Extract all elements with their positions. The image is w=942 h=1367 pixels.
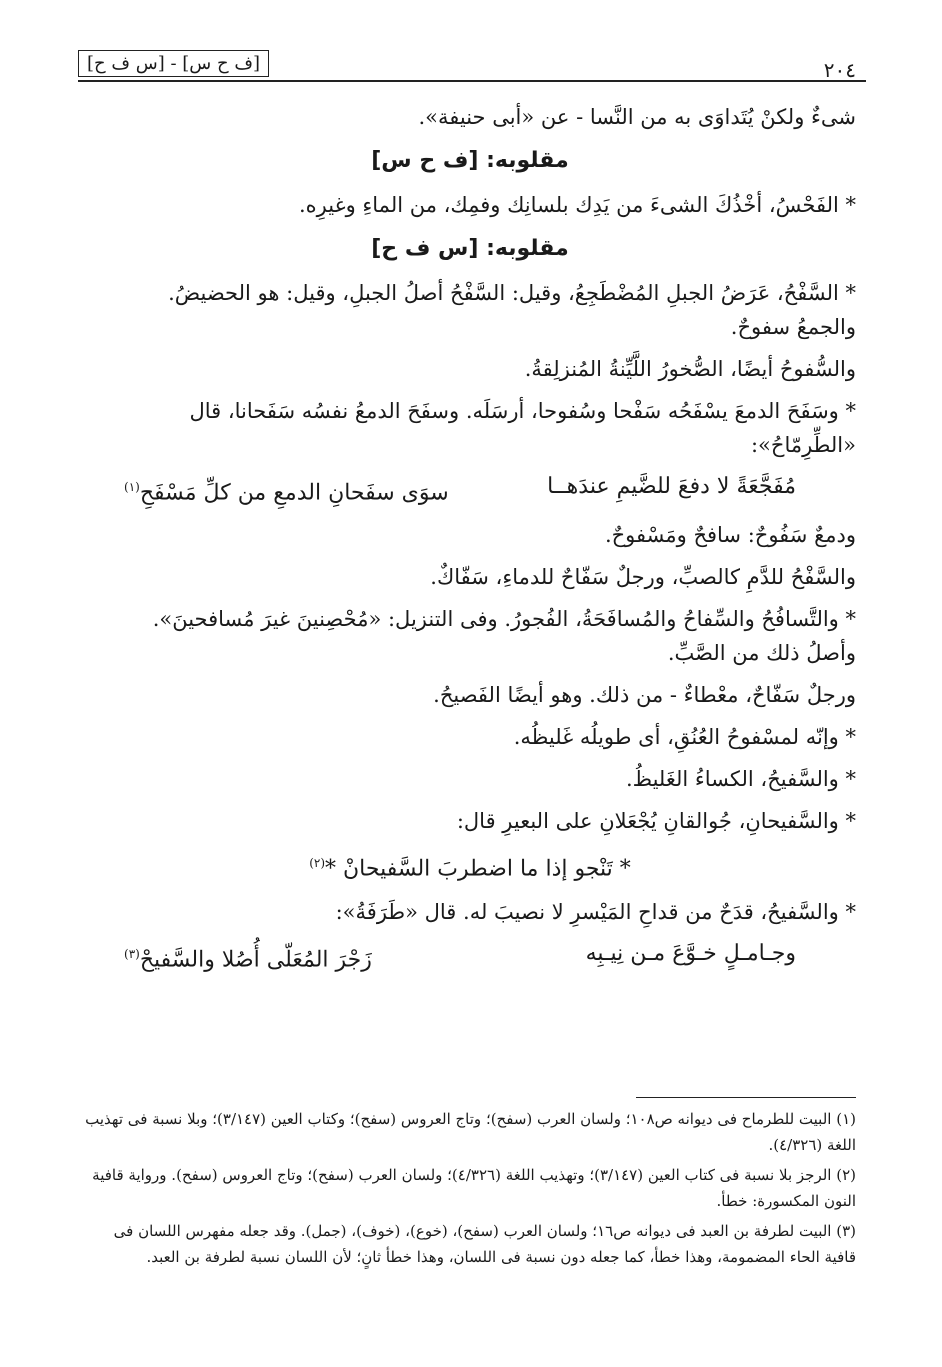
paragraph: * السَّفْحُ، عَرَضُ الجبلِ المُضْطَجِعُ، وقيل: السَّفْحُ أصلُ الجبلِ، وقيل: هو الحضيضُ. xyxy=(168,281,856,305)
paragraph: ودمعٌ سَفُوحٌ: سافحٌ ومَسْفوحٌ. xyxy=(604,523,856,548)
footnote: (١) البيت للطرماح فى ديوانه ص١٠٨؛ ولسان العرب (سفح)؛ وتاج العروس (سفح)؛ وكتاب العين (٣/١٤٧)؛ وبلا نسبة فى تهذيب اللغة (٤/٣٢٦). xyxy=(85,1110,856,1154)
poem-verse xyxy=(124,937,796,977)
footnote-marker: (٢) xyxy=(309,856,326,871)
paragraph: * وإنّه لمسْفوحُ العُنُقِ، أى طويلُه غَليظُه. xyxy=(513,725,856,750)
footnote-marker: (١) xyxy=(124,480,140,494)
paragraph: * وسَفَحَ الدمعَ يسْفَحُه سَفْحا وسُفوحا، أرسَلَه. وسفَحَ الدمعُ نفسُه سَفَحانا، قال xyxy=(189,399,856,423)
running-title: [ف ح س] - [س ف ح] xyxy=(78,50,269,77)
section-heading: مقلوبه: [ف ح س] xyxy=(371,148,569,173)
verse-hemistich: مُفَجَّعَةً لا دفعَ للضَّيمِ عندَهــا xyxy=(547,474,796,499)
page-number: ٢٠٤ xyxy=(823,58,856,82)
verse-hemistich: وجـامـلٍ خـوَّعَ مـن نِيـبِه xyxy=(585,940,796,966)
footnotes xyxy=(78,1106,856,1274)
verse-hemistich: زَجْرَ المُعَلّى أُصُلا والسَّفيحْ$^{(٣)}$ xyxy=(124,946,372,972)
paragraph: ورجلٌ سَفّاحٌ، معْطاءٌ - من ذلك. وهو أيضًا الفَصيحُ. xyxy=(433,683,856,708)
rajaz-verse: * تَنْجو إذا ما اضطربَ السَّفيحانْ *$^{(٢)}$ xyxy=(309,856,631,882)
paragraph: * والسَّفيحانِ، جُوالقانِ يُجْعَلانِ على البعيرِ قال: xyxy=(456,809,856,834)
footnote-marker: (٣) xyxy=(124,946,140,961)
paragraph: شىءٌ ولكنْ يُتَداوَى به من النَّسا - عن «أبى حنيفة». xyxy=(418,105,856,129)
paragraph: * والسَّفيحُ، قدَحٌ من قداحِ المَيْسرِ لا نصيبَ له. قال «طَرَفَةُ»: xyxy=(335,899,856,924)
paragraph: والسُّفوحُ أيضًا، الصُّخورُ اللَّيِّنةُ المُنزلِقةُ. xyxy=(524,357,856,381)
section-heading: مقلوبه: [س ف ح] xyxy=(371,236,569,261)
footnote-divider xyxy=(636,1097,856,1098)
poem-verse xyxy=(124,470,796,510)
page-header xyxy=(78,40,866,82)
verse-hemistich: سوَى سفَحانِ الدمعِ من كلِّ مَسْفَحِ$^{(١)}$ xyxy=(124,480,449,506)
main-text xyxy=(84,100,856,985)
footnote: (٢) الرجز بلا نسبة فى كتاب العين (٣/١٤٧)؛ وتهذيب اللغة (٤/٣٢٦)؛ ولسان العرب (سفح)؛ وتاج العروس (سفح). ورواية قافية النون المكسورة: خطأ. xyxy=(92,1166,856,1210)
paragraph: وأصلُ ذلك من الصَّبِّ. xyxy=(667,641,856,666)
paragraph: * والسَّفيحُ، الكساءُ الغَليظُ. xyxy=(625,767,856,792)
paragraph: * الفَحْسُ، أخْذُكَ الشىءَ من يَدِك بلسانِك وفمِك، من الماءِ وغيرِه. xyxy=(299,193,856,217)
paragraph: «الطِّرِمّاحُ»: xyxy=(750,433,856,457)
paragraph: والسَّفْحُ للدَّمِ كالصبِّ، ورجلٌ سَفّاحٌ للدماءِ، سَفّاكٌ. xyxy=(430,565,856,590)
paragraph: والجمعُ سفوحٌ. xyxy=(730,315,856,339)
footnote: (٣) البيت لطرفة بن العبد فى ديوانه ص١٦؛ ولسان العرب (سفح)، (خوع)، (خوف)، (جمل). وقد جعله مفهرس اللسان فى قافية الحاء المضمومة، وهذا خطأ، كما جعله دون نسبة فى اللسان، وهذا خطأ ثانٍ؛ لأن اللسان نسبة لطرفة بن العبد. xyxy=(113,1222,856,1266)
paragraph: * والتَّسافُحُ والسِّفاحُ والمُسافَحَةُ، الفُجورُ. وفى التنزيل: «مُحْصِنينَ غيرَ مُسافحينَ». xyxy=(152,607,856,632)
